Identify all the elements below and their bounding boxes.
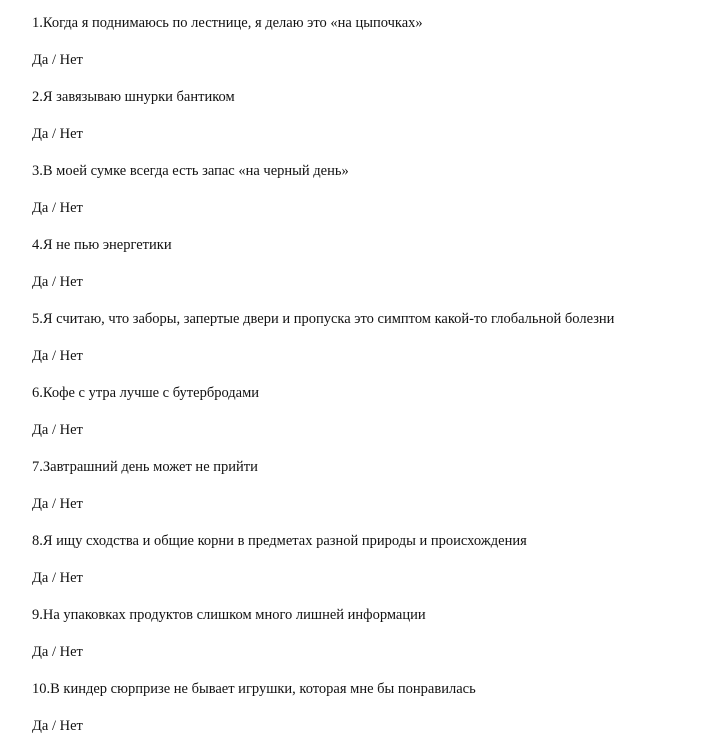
answer-options: Да / Нет bbox=[32, 52, 83, 68]
question-text: 5.Я считаю, что заборы, запертые двери и пропуска это симптом какой-то глобальной болезни bbox=[32, 311, 615, 327]
question-item-5 bbox=[32, 310, 712, 365]
question-text: 6.Кофе с утра лучше с бутербродами bbox=[32, 385, 260, 401]
question-item-6 bbox=[32, 384, 712, 439]
answer-options: Да / Нет bbox=[32, 718, 83, 734]
question-item-9 bbox=[32, 606, 712, 661]
question-item-7 bbox=[32, 458, 712, 513]
question-text: 3.В моей сумке всегда есть запас «на черный день» bbox=[32, 163, 349, 179]
question-item-10 bbox=[32, 680, 712, 735]
question-text: 10.В киндер сюрпризе не бывает игрушки, которая мне бы понравилась bbox=[32, 681, 476, 697]
question-text: 8.Я ищу сходства и общие корни в предметах разной природы и происхождения bbox=[32, 533, 527, 549]
question-item-2 bbox=[32, 88, 712, 143]
question-item-8 bbox=[32, 532, 712, 587]
question-text: 1.Когда я поднимаюсь по лестнице, я делаю это «на цыпочках» bbox=[32, 15, 423, 31]
answer-options: Да / Нет bbox=[32, 422, 83, 438]
answer-options: Да / Нет bbox=[32, 200, 83, 216]
question-text: 9.На упаковках продуктов слишком много лишней информации bbox=[32, 607, 426, 623]
answer-options: Да / Нет bbox=[32, 644, 83, 660]
question-item-1 bbox=[32, 14, 712, 69]
questionnaire-document bbox=[32, 14, 712, 754]
answer-options: Да / Нет bbox=[32, 126, 83, 142]
answer-options: Да / Нет bbox=[32, 496, 83, 512]
question-text: 2.Я завязываю шнурки бантиком bbox=[32, 89, 235, 105]
question-text: 7.Завтрашний день может не прийти bbox=[32, 459, 258, 475]
answer-options: Да / Нет bbox=[32, 570, 83, 586]
question-item-3 bbox=[32, 162, 712, 217]
question-text: 4.Я не пью энергетики bbox=[32, 237, 172, 253]
answer-options: Да / Нет bbox=[32, 348, 83, 364]
question-item-4 bbox=[32, 236, 712, 291]
answer-options: Да / Нет bbox=[32, 274, 83, 290]
